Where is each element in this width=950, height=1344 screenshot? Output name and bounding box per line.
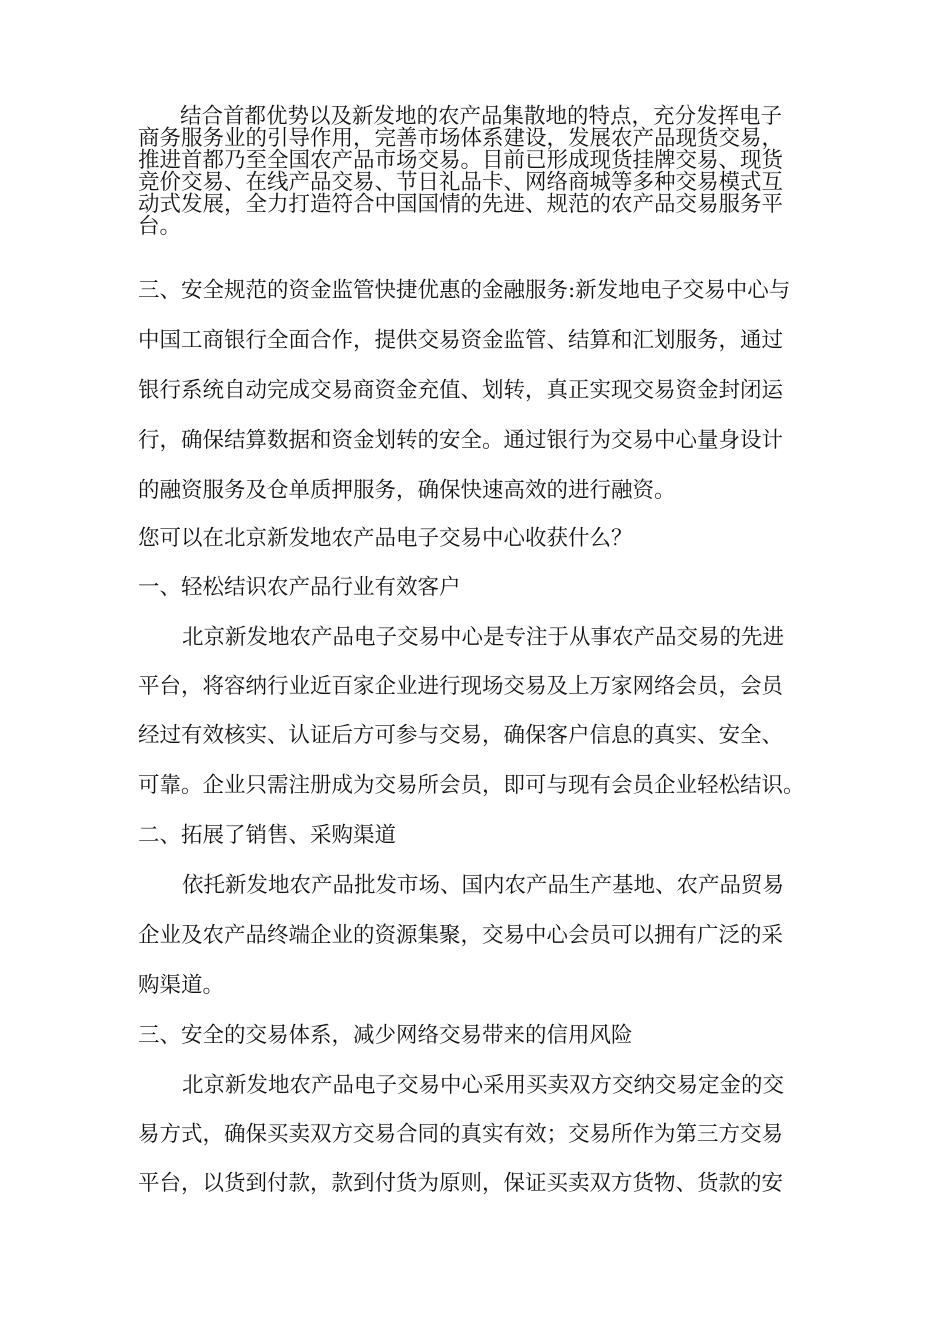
text-line: 台。: [138, 214, 182, 239]
question-heading: 您可以在北京新发地农产品电子交易中心收获什么？: [138, 526, 633, 551]
item-2-paragraph-line: 企业及农产品终端企业的资源集聚，交易中心会员可以拥有广泛的采: [138, 923, 784, 948]
item-2-heading: 二、拓展了销售、采购渠道: [138, 823, 397, 848]
item-1-paragraph-line: 经过有效核实、认证后方可参与交易，确保客户信息的真实、安全、: [138, 723, 784, 748]
item-2-paragraph-line: 购渠道。: [138, 973, 225, 998]
item-3-paragraph-line: 易方式，确保买卖双方交易合同的真实有效；交易所作为第三方交易: [138, 1122, 784, 1147]
text-line: 推进首都乃至全国农产品市场交易。目前已形成现货挂牌交易、现货: [138, 148, 784, 173]
finance-paragraph-line: 的融资服务及仓单质押服务，确保快速高效的进行融资。: [138, 478, 676, 503]
finance-paragraph-line: 行，确保结算数据和资金划转的安全。通过银行为交易中心量身设计: [138, 428, 784, 453]
text-line: 动式发展，全力打造符合中国国情的先进、规范的农产品交易服务平: [138, 192, 784, 217]
item-3-heading: 三、安全的交易体系，减少网络交易带来的信用风险: [138, 1023, 633, 1048]
finance-paragraph-line: 三、安全规范的资金监管快捷优惠的金融服务:新发地电子交易中心与: [138, 278, 791, 303]
item-1-paragraph-line: 北京新发地农产品电子交易中心是专注于从事农产品交易的先进: [182, 625, 785, 650]
finance-paragraph-line: 中国工商银行全面合作，提供交易资金监管、结算和汇划服务，通过: [138, 328, 784, 353]
text-line: 结合首都优势以及新发地的农产品集散地的特点，充分发挥电子: [180, 104, 783, 129]
item-2-paragraph-line: 依托新发地农产品批发市场、国内农产品生产基地、农产品贸易: [182, 873, 785, 898]
text-line: 竞价交易、在线产品交易、节日礼品卡、网络商城等多种交易模式互: [138, 170, 784, 195]
item-3-paragraph-line: 平台，以货到付款，款到付货为原则，保证买卖双方货物、货款的安: [138, 1171, 784, 1196]
text-line: 商务服务业的引导作用，完善市场体系建设，发展农产品现货交易，: [138, 126, 784, 151]
finance-paragraph-line: 银行系统自动完成交易商资金充值、划转，真正实现交易资金封闭运: [138, 378, 784, 403]
item-1-heading: 一、轻松结识农产品行业有效客户: [138, 575, 461, 600]
intro-paragraph: [138, 106, 820, 238]
item-1-paragraph-line: 平台，将容纳行业近百家企业进行现场交易及上万家网络会员，会员: [138, 674, 784, 699]
item-1-paragraph-line: 可靠。企业只需注册成为交易所会员，即可与现有会员企业轻松结识。: [138, 773, 805, 798]
item-3-paragraph-line: 北京新发地农产品电子交易中心采用买卖双方交纳交易定金的交: [182, 1073, 785, 1098]
